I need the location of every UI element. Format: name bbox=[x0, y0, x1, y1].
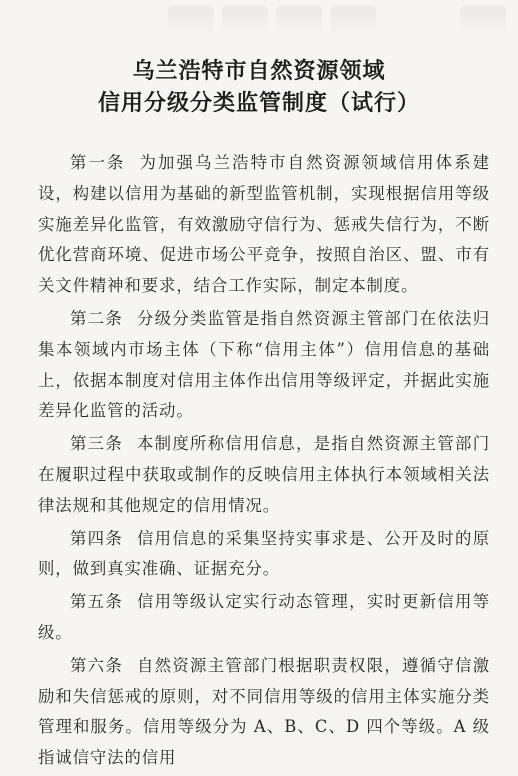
article-4 bbox=[38, 524, 490, 586]
article-2-label: 第二条 bbox=[70, 308, 124, 328]
bleed-through-header bbox=[0, 6, 518, 36]
article-1-text: 为加强乌兰浩特市自然资源领域信用体系建设，构建以信用为基础的新型监管机制，实现根据信用等级实施差异化监管，有效激励守信行为、惩戒失信行为，不断优化营商环境、促进市场公平竞争，按照自治区、盟、市有关文件精神和要求，结合工作实际，制定本制度。 bbox=[38, 153, 490, 296]
article-1 bbox=[38, 148, 490, 302]
article-1-label: 第一条 bbox=[70, 153, 126, 172]
article-6-text: 自然资源主管部门根据职责权限，遵循守信激励和失信惩戒的原则，对不同信用等级的信用主体实施分类管理和服务。信用等级分为 A、B、C、D 四个等级。A 级指诚信守法的信用 bbox=[38, 655, 491, 768]
article-5-label: 第五条 bbox=[70, 592, 124, 612]
article-3 bbox=[38, 429, 490, 521]
document-body bbox=[38, 148, 490, 776]
article-5 bbox=[38, 587, 490, 649]
article-3-text: 本制度所称信用信息，是指自然资源主管部门在履职过程中获取或制作的反映信用主体执行本领域相关法律法规和其他规定的信用情况。 bbox=[38, 434, 491, 515]
article-4-label: 第四条 bbox=[70, 528, 124, 548]
article-2 bbox=[38, 304, 490, 427]
article-4-text: 信用信息的采集坚持实事求是、公开及时的原则，做到真实准确、证据充分。 bbox=[38, 528, 491, 579]
article-2-text: 分级分类监管是指自然资源主管部门在依法归集本领域内市场主体（下称“信用主体”）信用信息的基础上，依据本制度对信用主体作出信用等级评定，并据此实施差异化监管的活动。 bbox=[38, 308, 491, 421]
document-title-line-1: 乌兰浩特市自然资源领域 bbox=[132, 59, 386, 84]
article-3-label: 第三条 bbox=[70, 434, 124, 454]
article-5-text: 信用等级认定实行动态管理，实时更新信用等级。 bbox=[38, 592, 491, 642]
article-6 bbox=[38, 651, 490, 774]
article-6-label: 第六条 bbox=[70, 655, 124, 675]
document-title-line-2: 信用分级分类监管制度（试行） bbox=[97, 91, 420, 116]
